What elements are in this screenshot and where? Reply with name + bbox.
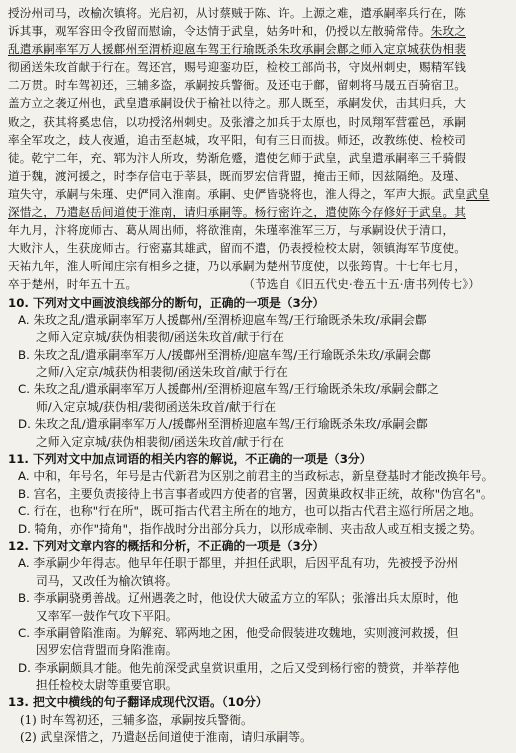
question-stem-13: 13. 把文中横线的句子翻译成现代汉语。（10分） <box>8 695 268 710</box>
option-11-a[interactable]: A. 中和，年号名，年号是古代新君为区别之前君主的当政标志，新皇登基时才能改换年号。 <box>18 469 494 484</box>
option-10-b-cont: 之师/入定京/城获伪相裴彻/函送朱玫首/献于行在 <box>36 365 288 380</box>
option-10-c-cont: 师/入定京城/获伪相/裴彻函送朱玫首/献于行在 <box>36 399 277 414</box>
option-12-c[interactable]: C. 李承嗣曾陷淮南。为解兖、郓两地之困，他受命假装进攻魏地，实则渡河救援，但 <box>18 625 459 640</box>
option-10-a[interactable]: A. 朱玫之乱/遣承嗣率军万人援鄜州/至渭桥迎扈车驾/王行瑜既杀朱玫/承嗣会鄜 <box>18 312 427 327</box>
passage-line: 诉其事，观军容田令孜留而慰谕，令达情于武皇，姑务叶和，仍授以左散骑常侍。朱玫之 <box>8 24 467 39</box>
passage-line: 二万贯。时车驾初还，三辅多盗，承嗣按兵警衙。及还屯于鄜，留刺将马晟五百骑宿卫。 <box>8 78 467 93</box>
passage-line: 年九月，汴将庞师古、葛从周出师，将欲淮南，朱瑾率淮军三万，与承嗣设伏于清口， <box>8 223 455 238</box>
passage-source: （节选自《旧五代史·卷五十五·唐书列传七》） <box>243 277 480 292</box>
translation-item-2: (2) 武皇深惜之，乃遣赵岳间道使于淮南，请归承嗣等。 <box>20 730 312 745</box>
passage-line: 率全军攻之，歧人夜遁，追击至赵城，攻平阳，旬有三日而拔。师还，改教练使、检校司 <box>8 132 467 147</box>
passage-line: 彻函送朱玫首献于行在。驾还宫，赐号迎銮功臣，检校工部尚书，守岚州刺史，赐精军钱 <box>8 60 467 75</box>
option-10-d[interactable]: D. 朱玫之乱/遣承嗣率军万人/援鄜州至渭桥迎扈车驾/王行瑜既杀朱玫/承嗣会鄜 <box>18 417 428 432</box>
passage-line: 盖方立之袭辽州也，武皇遣承嗣设伏于榆社以待之。那人既至，承嗣发伏，击其归兵，大 <box>8 96 467 111</box>
passage-line-underlined: 深惜之，乃遣赵岳间道使于淮南，请归承嗣等。杨行密许之，遣使陈今存修好于武皇。其 <box>8 205 467 220</box>
option-12-d-cont: 担任检校太尉等重要官职。 <box>36 678 178 693</box>
option-10-b[interactable]: B. 朱玫之乱/遣承嗣率军万人/援鄜州至渭桥/迎扈车驾/王行瑜既杀朱玫/承嗣会鄜 <box>18 347 431 362</box>
question-stem-11: 11. 下列对文中加点词语的相关内容的解说，不正确的一项是（3分） <box>8 452 372 467</box>
option-12-a[interactable]: A. 李承嗣少年得志。他早年任职于都里，并担任武职，后因平乱有功，先被授予汾州 <box>18 556 459 571</box>
option-10-a-cont: 之师入定京城/获伪相裴彻/函送朱玫首/献于行在 <box>36 330 284 345</box>
passage-line-last: 卒于楚州，时年五十五。 （节选自《旧五代史·卷五十五·唐书列传七》） <box>8 275 510 293</box>
passage-line: 败之，获其将奚忠信，以功授洺州刺史。及张濬之加兵于太原也，时凤翔军营霍邑，承嗣 <box>8 114 467 129</box>
option-12-d[interactable]: D. 李承嗣颇具才能。他先前深受武皇赏识重用，之后又受到杨行密的赞赏，并举荐他 <box>18 660 460 675</box>
option-10-c[interactable]: C. 朱玫之乱/遣承嗣率军万人援鄜州/至渭桥迎扈车驾/王行瑜既杀朱玫/承嗣会鄜之 <box>18 382 439 397</box>
option-11-d[interactable]: D. 犄角，亦作"掎角"，指作战时分出部分兵力，以形成牵制、夹击敌人或互相支援之势。 <box>18 521 482 536</box>
option-11-c[interactable]: C. 行在，也称"行在所"，既可指古代君主所在的地方，也可以指古代君主巡行所居之地。 <box>18 504 482 519</box>
emphasis-second: 武皇 <box>466 186 490 201</box>
passage-line: 大败汴人，生获庞师古。行密嘉其雄武，留而不遣，仍表授检校太尉，领镇海军节度使。 <box>8 241 467 256</box>
emphasis-first: 朱玫之 <box>430 24 467 39</box>
translation-item-1: (1) 时车驾初还，三辅多盗，承嗣按兵警衙。 <box>20 712 253 727</box>
passage-line: 瑄失守，承嗣与朱瑾、史俨同入淮南。承嗣、史俨皆骁将也，淮人得之，军声大振。武皇武皇 <box>8 186 490 201</box>
option-12-b[interactable]: B. 李承嗣骁勇善战。辽州遇袭之时，他设伏大破孟方立的军队；张濬出兵太原时，他 <box>18 591 459 606</box>
question-stem-10: 10. 下列对文中画波浪线部分的断句，正确的一项是（3分） <box>8 295 325 310</box>
option-12-b-cont: 又率军一鼓作气攻下平阳。 <box>36 608 178 623</box>
passage-line-wavy-underlined: 乱遣承嗣率军万人援鄜州至渭桥迎扈车驾王行瑜既杀朱玫承嗣会鄜之师入定京城获伪相裴 <box>8 42 467 57</box>
passage-line: 天祐九年，淮人听闻庄宗有相乡之捷，乃以承嗣为楚州节度使，以张筠冑。十七年七月， <box>8 259 467 274</box>
question-section <box>8 295 510 747</box>
passage-line: 徒。乾宁二年，充、郓为汴人所攻，势渐危蹙，遣使乞师于武皇，武皇遣承嗣率三千骑假 <box>8 150 467 165</box>
option-11-b[interactable]: B. 宫名，主要负责接待上书言事者或四方使者的官署，因黄巢政权非正统，故称"伪宫名"。 <box>18 486 493 501</box>
classical-passage <box>8 4 510 294</box>
option-10-d-cont: 之师入定京城/获伪相裴彻/函送朱玫首/献于行在 <box>36 434 284 449</box>
option-12-c-cont: 因罗宏信背盟而身陷淮南。 <box>36 643 178 658</box>
option-12-a-cont: 司马，又改任为榆次镇将。 <box>36 573 178 588</box>
passage-line: 授汾州司马，改榆次镇将。光启初，从讨蔡贼于陈、许。上源之难，遣承嗣率兵行在，陈 <box>8 6 467 20</box>
question-stem-12: 12. 下列对文章内容的概括和分析，不正确的一项是（3分） <box>8 538 325 553</box>
passage-line: 道于魏，渡河援之，时李存信屯于莘县，既而罗宏信背盟，掩击王师，因兹隔绝。及瑾、 <box>8 168 467 183</box>
